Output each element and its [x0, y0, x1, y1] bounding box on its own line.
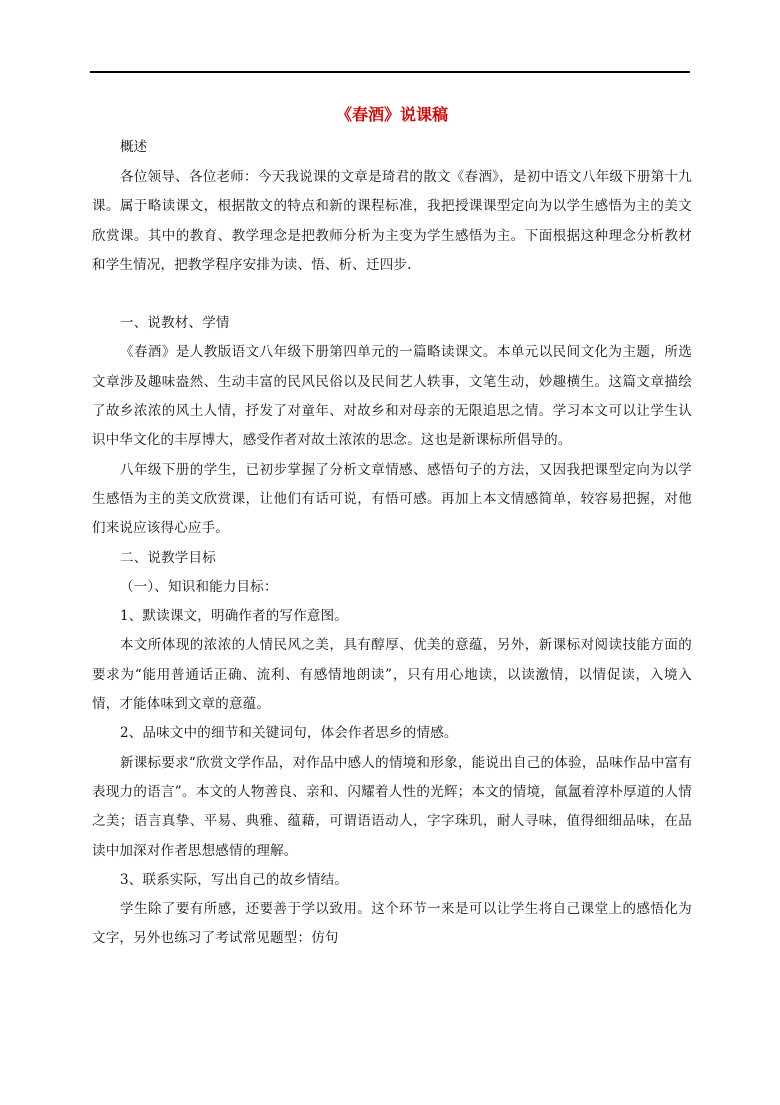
- paragraph: 八年级下册的学生，已初步掌握了分析文章情感、感悟句子的方法，又因我把课型定向为以学生感悟为主的美文欣赏课，让他们有话可说，有悟可感。再加上本文情感简单，较容易把握，对他们来说应该得心应手。: [92, 461, 692, 537]
- section-heading: 2、品味文中的细节和关键词句，体会作者思乡的情感。: [120, 725, 458, 742]
- section-heading: （一）、知识和能力目标：: [120, 578, 278, 595]
- paragraph: 本文所体现的浓浓的人情民风之美，具有醇厚、优美的意蕴，另外，新课标对阅读技能方面的要求为“能用普通话正确、流利、有感情地朗读”，只有用心地读，以读激情，以情促读，入境入情，才能体味到文章的意蕴。: [92, 637, 692, 713]
- document-title: 《春酒》说课稿: [335, 105, 448, 124]
- header-rule: [90, 71, 690, 73]
- overview-label: 概述: [120, 139, 147, 155]
- paragraph: 各位领导、各位老师：今天我说课的文章是琦君的散文《春酒》，是初中语文八年级下册第十九课。属于略读课文，根据散文的特点和新的课程标准，我把授课课型定向为以学生感悟为主的美文欣赏课。其中的教育、教学理念是把教师分析为主变为学生感悟为主。下面根据这种理念分析教材和学生情况，把教学程序安排为读、悟、析、迁四步.: [92, 169, 692, 273]
- section-heading: 一、说教材、学情: [120, 315, 230, 332]
- paragraph: 《春酒》是人教版语文八年级下册第四单元的一篇略读课文。本单元以民间文化为主题，所选文章涉及趣味盎然、生动丰富的民风民俗以及民间艺人轶事，文笔生动，妙趣横生。这篇文章描绘了故乡浓浓的风土人情，抒发了对童年、对故乡和对母亲的无限追思之情。学习本文可以让学生认识中华文化的丰厚博大，感受作者对故土浓浓的思念。这也是新课标所倡导的。: [92, 344, 692, 449]
- section-heading: 3、联系实际，写出自己的故乡情结。: [120, 871, 348, 888]
- document-blocks: [92, 163, 692, 954]
- section-heading: 1、默读课文，明确作者的写作意图。: [120, 608, 348, 625]
- paragraph: 学生除了要有所感，还要善于学以致用。这个环节一来是可以让学生将自己课堂上的感悟化为文字，另外也练习了考试常见题型：仿句: [92, 901, 692, 947]
- paragraph: 新课标要求“欣赏文学作品，对作品中感人的情境和形象，能说出自己的体验，品味作品中富有表现力的语言”。本文的人物善良、亲和、闪耀着人性的光辉；本文的情境，氤氲着淳朴厚道的人情之美；语言真挚、平易、典雅、蕴藉，可谓语语动人，字字珠玑，耐人寻味，值得细细品味，在品读中加深对作者思想感情的理解。: [92, 754, 692, 859]
- section-heading: 二、说教学目标: [120, 549, 216, 566]
- spacer: [92, 280, 692, 309]
- document-body: [92, 100, 692, 954]
